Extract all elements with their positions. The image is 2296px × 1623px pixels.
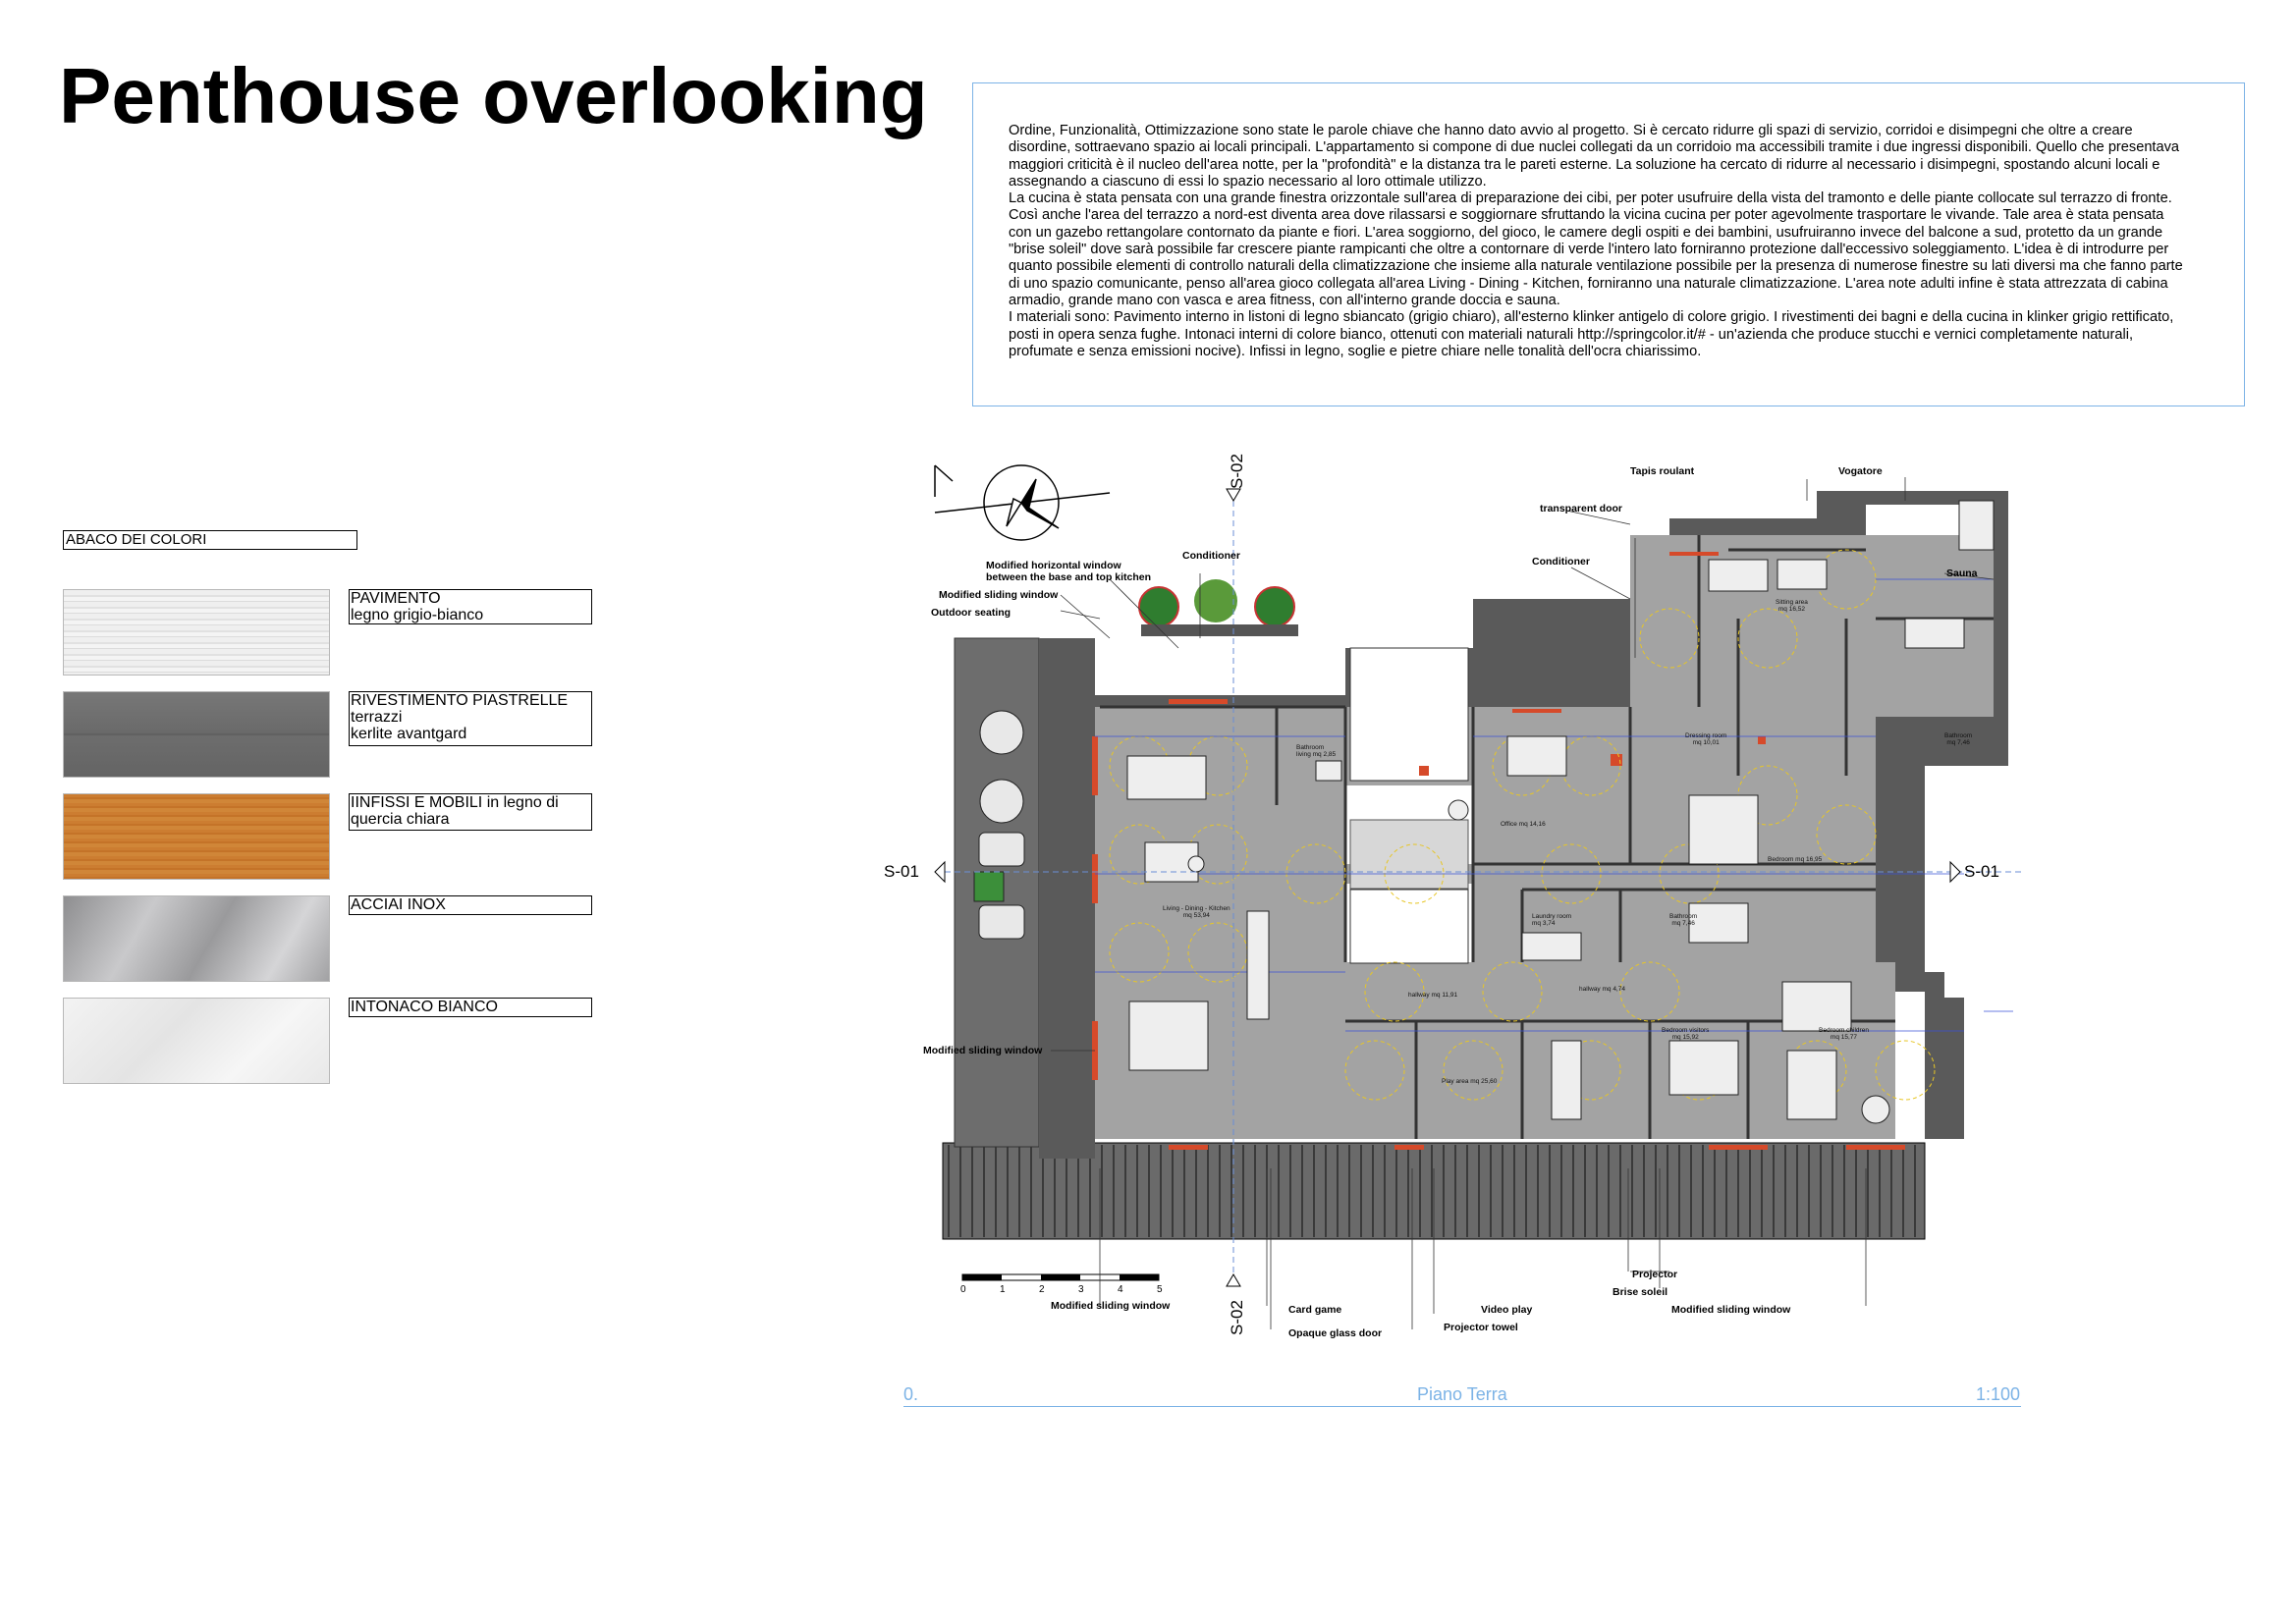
swatch-oak [63, 793, 330, 880]
floor-plan [884, 442, 2043, 1384]
swatch-label-oak: IINFISSI E MOBILI in legno di quercia chiara [349, 793, 592, 831]
swatch-tiles [63, 691, 330, 778]
courtyard-north [1350, 648, 1468, 781]
swatch-label-plaster: INTONACO BIANCO [349, 998, 592, 1017]
room-label-bedroom-visitors: Bedroom visitors mq 15,92 [1662, 1027, 1710, 1041]
annotation-sauna: Sauna [1946, 568, 1978, 579]
annotation-modified-horizontal-window: Modified horizontal window between the base and top kitchen [986, 560, 1152, 583]
footer-sheet-number: 0. [903, 1384, 919, 1404]
swatch-steel [63, 895, 330, 982]
section-label-s01-left: S-01 [884, 862, 919, 881]
annotation-sliding-window-top: Modified sliding window [939, 589, 1059, 601]
plants [1139, 579, 1298, 636]
annotation-transparent-door: transparent door [1540, 503, 1623, 514]
annotation-outdoor-seating: Outdoor seating [931, 607, 1011, 619]
floor-plan-drawing [884, 442, 2043, 1384]
annotation-tapis-roulant: Tapis roulant [1630, 465, 1695, 477]
scale-number-3: 3 [1078, 1284, 1084, 1295]
swatch-plaster [63, 998, 330, 1084]
annotation-vogatore: Vogatore [1838, 465, 1883, 477]
room-label-hallway-center: hallway mq 11,91 [1408, 992, 1458, 999]
color-legend-title: ABACO DEI COLORI [63, 530, 357, 550]
courtyard-center [1350, 890, 1468, 963]
description-box [972, 82, 2245, 406]
scale-number-5: 5 [1157, 1284, 1163, 1295]
room-label-dressing: Dressing room mq 10,01 [1685, 732, 1727, 746]
swatch-label-floor: PAVIMENTO legno grigio-bianco [349, 589, 592, 624]
swatch-label-steel: ACCIAI INOX [349, 895, 592, 915]
annotation-projector-towel: Projector towel [1444, 1322, 1518, 1333]
swatch-label-tiles: RIVESTIMENTO PIASTRELLE terrazzi kerlite avantgard [349, 691, 592, 746]
section-label-s02-top: S-02 [1228, 454, 1246, 489]
footer-line [903, 1406, 2021, 1407]
annotation-sliding-window-bottom: Modified sliding window [1051, 1300, 1171, 1312]
section-label-s02-bottom: S-02 [1228, 1300, 1246, 1335]
room-label-living: Living - Dining - Kitchen mq 53,94 [1163, 905, 1230, 919]
room-label-bathroom-mid: Bathroom mq 7,46 [1669, 913, 1698, 927]
room-label-bathroom-living: Bathroom living mq 2,85 [1296, 744, 1337, 758]
scale-number-1: 1 [1000, 1284, 1006, 1295]
room-label-sitting: Sitting area mq 16,52 [1776, 599, 1808, 613]
annotation-sliding-window-right: Modified sliding window [1671, 1304, 1791, 1316]
scale-number-4: 4 [1118, 1284, 1123, 1295]
annotation-sliding-window-left: Modified sliding window [923, 1045, 1043, 1056]
section-label-s01-right: S-01 [1964, 862, 1999, 881]
annotation-conditioner-right: Conditioner [1532, 556, 1590, 568]
annotation-video-play: Video play [1481, 1304, 1533, 1316]
room-label-bedroom: Bedroom mq 16,95 [1768, 856, 1823, 863]
annotation-conditioner-left: Conditioner [1182, 550, 1240, 562]
page-title: Penthouse overlooking [59, 52, 928, 139]
annotation-card-game: Card game [1288, 1304, 1342, 1316]
footer-level-name: Piano Terra [1417, 1384, 1507, 1404]
room-label-office: Office mq 14,16 [1501, 821, 1546, 828]
scale-number-2: 2 [1039, 1284, 1045, 1295]
swatch-floor-wood [63, 589, 330, 676]
annotation-brise-soleil: Brise soleil [1613, 1286, 1668, 1298]
footer-scale: 1:100 [1976, 1384, 2021, 1404]
scale-bar [962, 1274, 1159, 1280]
room-label-bedroom-children: Bedroom children mq 15,77 [1819, 1027, 1869, 1041]
room-label-hallway-right: hallway mq 4,74 [1579, 986, 1625, 993]
annotation-opaque-glass-door: Opaque glass door [1288, 1327, 1383, 1339]
scale-number-0: 0 [960, 1284, 966, 1295]
annotation-projector: Projector [1632, 1269, 1678, 1280]
compass-icon [935, 465, 1110, 540]
room-label-laundry: Laundry room mq 3,74 [1532, 913, 1572, 927]
description-text: Ordine, Funzionalità, Ottimizzazione sono state le parole chiave che hanno dato avvio al progetto. Si è cercato ridurre gli spazi di servizio, corridoi e disimpegni che oltre a creare disordine, sottraevano spazio ai locali principali. L'appartamento si compone di due nuclei collegati da un corridoio ma accessibili tramite i due ingressi disponibili. Quello che presentava maggiori criticità è il nucleo dell'area notte, per la "profondità" e la distanza tra le pareti esterne. La soluzione ha cercato di ridurre al necessario i disimpegni, spostando alcuni locali e assegnando a ciascuno di essi lo spazio necessario al loro ottimale utilizzo. La cucina è stata pensata con una grande finestra orizzontale sull'area di preparazione dei cibi, per poter usufruire della vista del tramonto e delle piante collocate sul terrazzo di fronte. Così anche l'area del terrazzo a nord-est diventa area dove rilassarsi e soggiornare sfruttando la vicina cucina per poter agevolmente trasportare le vivande. Tale area è stata pensata con un gazebo rettangolare contornato da piante e fiori. L'area soggiorno, del gioco, le camere degli ospiti e dei bambini, usufruiranno invece del balcone a sud, protetto da un grande "brise soleil" dove sarà possibile far crescere piante rampicanti che oltre a contornare di verde l'intero lato forniranno protezione dall'eccessivo soleggiamento. L'idea è di introdurre per quanto possibile elementi di controllo naturali della climatizzazione che insieme alla naturale ventilazione possibile per la presenza di numerose finestre su lati diversi ma che fanno parte di uno spazio comunicante, penso all'area gioco collegata all'area Living - Dining - Kitchen, forniranno una naturale climatizzazione. L'area note adulti infine è stata attrezzata di cabina armadio, grande mano con vasca e area fitness, con all'interno grande doccia e sauna. I materiali sono: Pavimento interno in listoni di legno sbiancato (grigio chiaro), all'esterno klinker antigelo di colore grigio. I rivestimenti dei bagni e della cucina in klinker grigio rettificato, posti in opera senza fughe. Intonaci interni di colore bianco, ottenuti con materiali naturali http://springcolor.it/# - un'azienda che produce stucchi e vernici completamente naturali, profumate e senza emissioni nocive). Infissi in legno, soglie e pietre chiare nelle tonalità dell'ocra chiarissimo. [1009, 123, 2183, 359]
room-label-bathroom-top: Bathroom mq 7,46 [1944, 732, 1973, 746]
courtyard-glass [1350, 820, 1468, 889]
room-label-play: Play area mq 25,60 [1442, 1078, 1498, 1085]
